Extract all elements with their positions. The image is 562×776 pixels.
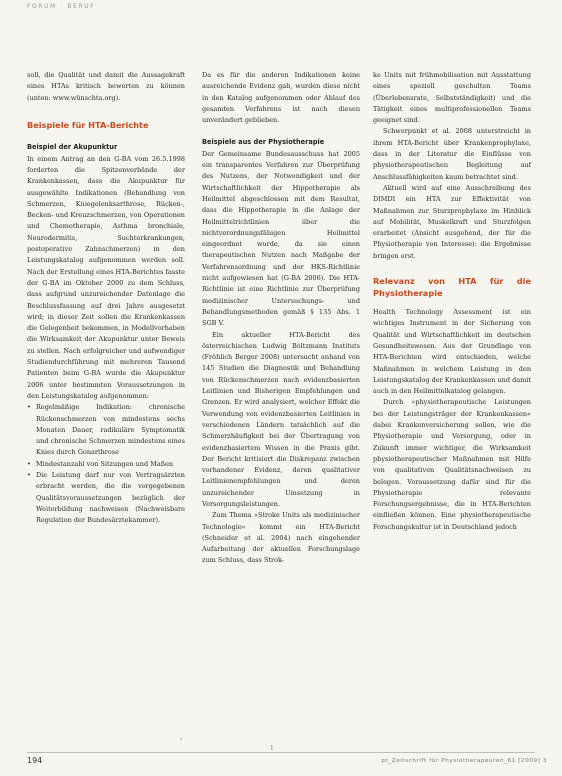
paragraph: Durch »physiotherapeutische Leistungen bei der Leistungsträger der Krankenkassen« dabei Krankenversicherung sollen, wie die Physiotherapie und Versorgung, oder in Zukunft immer wichtiger, die Wirksamkeit physiotherapeutischer Maßnahmen mit Hilfe von qualitativen Qualitätsnachweisen zu belegen. Voraussetzung dafür sind für die Physiotherapie relevante Forschungsergebnisse, die in HTA-Berichten einfließen können. Eine physiotherapeutische Forschungskultur ist in Deutschland jedoch xyxy=(373,398,531,531)
page-number: 194 xyxy=(27,756,43,765)
section-heading: Beispiele für HTA-Berichte xyxy=(27,119,149,130)
paragraph: Zum Thema »Stroke Units als medizinischer Technologie« kommt ein HTA-Bericht (Schneider et al. 2004) nach eingehender Aufarbeitung der aktuellen Forschungslage zum Schluss, dass Strok- xyxy=(202,511,360,565)
paragraph: Der Gemeinsame Bundesausschuss hat 2005 ein transparentes Verfahren zur Überprüfung des Nutzens, der Notwendigkeit und der Wirtschaftlichkeit der Hippotherapie als Heilmittel abgeschlossen mit dem Resultat, dass die Hippotherapie in die Anlage der Heilmittelrichtlinien über die nichtverordnungsfähigen Heilmittel eingeordnet wurde, da sie einen therapeutischen Nutzen nach Maßgabe der Verfahrensordnung und der HKS-Richtlinie nicht aufgewiesen hat (G-BA 2006). Die HTA-Richtlinie ist eine Richtlinie zur Überprüfung medizinischer Untersuchungs- und Behandlungsmethoden gemäß § 135 Abs. 1 SGB V. xyxy=(202,149,360,328)
paragraph: Schwerpunkt et al. 2008 unterstreicht in ihrem HTA-Bericht über Krankenprophylaxe, dass in der Literatur die Einflüsse von physiotherapeutischen Begleitung auf Anschlussfähigkeiten kaum betrachtet sind. xyxy=(373,127,531,181)
list-item: • Regelmäßige Indikation: chronische Rückenschmerzen von mindestens sechs Monaten Dauer, radikuläre Symptomatik und chronische Schmerzen mindestens eines Knies durch Gonarthrose xyxy=(27,402,185,458)
paragraph: soll, die Qualität und damit die Aussagekraft eines HTAs kritisch bewerten zu können (unten: www.wünschta.org). xyxy=(27,71,185,102)
column-2 xyxy=(202,70,360,567)
bullet-list xyxy=(27,402,185,526)
column-1 xyxy=(27,70,185,526)
paragraph: Aktuell wird auf eine Ausschreibung des DIMDI ein HTA zur Effektivität von Maßnahmen zur Sturzprophylaxe im Hinblick auf Mobilität, Muskelkraft und Sturzfolgen erarbeitet (Ansicht ausgehend, der für die Physiotherapie von Interesse): die Ergebnisse bringen erst. xyxy=(373,183,531,260)
section-label: FORUM · BERUF xyxy=(27,3,96,10)
paragraph: Health Technology Assessment ist ein wichtiges Instrument in der Sicherung von Qualität und Wirtschaftlichkeit im deutschen Gesundheitswesen. Aus der Grundlage von HTA-Berichten wird entschieden, welche Maßnahmen in welchem Leistung in den Leistungskatalog der Krankenkassen und damit auch in den Heilmittelkatalog gelangen. xyxy=(373,308,531,396)
paragraph: Da es für die anderen Indikationen keine ausreichende Evidenz gab, wurden diese nicht in den Katalog aufgenommen oder Ablauf des gesamten Verfahrens ist nach diesen unverändert geblieben. xyxy=(202,71,360,125)
paragraph: In einem Antrag an den G-BA vom 26.5.1998 forderten die Spitzenverbände der Krankenkassen, dass die Akupunktur für ausgewählte Indikationen (Behandlung von Schmerzen, Kniegelenksarthrose, Rücken-, Becken- und Kreuzschmerzen, von Operationen und Chemotherapie, Asthma bronchiale, Neurodermitis, Suchterkrankungen, postoperative Zahnschmerzen) in den Leistungskatalog aufgenommen werden soll. Nach der Erstellung eines HTA-Berichtes fasste der G-BA im Oktober 2000 zu dem Schluss, dass aufgrund unzureichender Datenlage die Beschlussfassung auf drei Jahre ausgesetzt wird; in dieser Zeit sollen die Krankenkassen die Gelegenheit bekommen, in Modellvorhaben die Wirksamkeit der Akupunktur unter Beweis zu stellen. Nach erfolgreicher und aufwendiger Studiendurchführung mit mehreren Tausend Patienten beim G-BA wurde die Akupunktur 2006 unter bestimmten Voraussetzungen in den Leistungskatalog aufgenommen: xyxy=(27,154,185,400)
paragraph: ke Units mit frühmobilisation mit Ausstattung eines speziell geschulten Teams (Überlebensrate, Selbstständigkeit) und die Tätigkeit eines multiprofessionellen Teams geeignet sind. xyxy=(373,71,531,125)
list-item: • Mindestanzahl von Sitzungen und Maßen xyxy=(27,459,185,470)
continuation-mark: › xyxy=(180,736,183,743)
footer-mark: 1 xyxy=(270,745,274,752)
column-3 xyxy=(373,70,531,533)
paragraph: Ein aktueller HTA-Bericht des österreichischen Ludwig Boltzmann Instituts (Fröhlich Berger 2008) untersucht anhand von 145 Studien die Diagnostik und Behandlung von Rückenschmerzen nach evidenzbasierten Leitlinien und Bisherigen Empfehlungen und Grenzen. Er wird analysiert, welcher Effekt die Verwendung von evidenzbasierten Leitlinien in verschiedenen Ländern tatsächlich auf die Schmerzhäufigkeit bei der Übertragung von evidenzbasiertem Wissen in die Praxis gibt. Der Bericht kritisiert die Diskrepanz zwischen vorhandener Evidenz, deren qualitativer Leitlinienempfehlungen und deren unzureichender Umsetzung in Versorgungsleistungen. xyxy=(202,330,360,508)
subheading: Beispiele aus der Physiotherapie xyxy=(202,138,325,147)
subheading: Beispiel der Akupunktur xyxy=(27,143,118,152)
section-heading: Relevanz von HTA für die Physiotherapie xyxy=(373,276,531,298)
list-item: • Die Leistung darf nur von Vertragsärzten erbracht werden, die die vorgegebenen Qualitätsvoraussetzungen bezüglich der Weiterbildung nachweisen (Nachweisbare Regulation der Bundesärztekammer). xyxy=(27,470,185,526)
footer-rule xyxy=(27,752,535,753)
journal-reference: pt_Zeitschrift für Physiotherapeuten_61 [2009] 3 xyxy=(381,758,547,764)
